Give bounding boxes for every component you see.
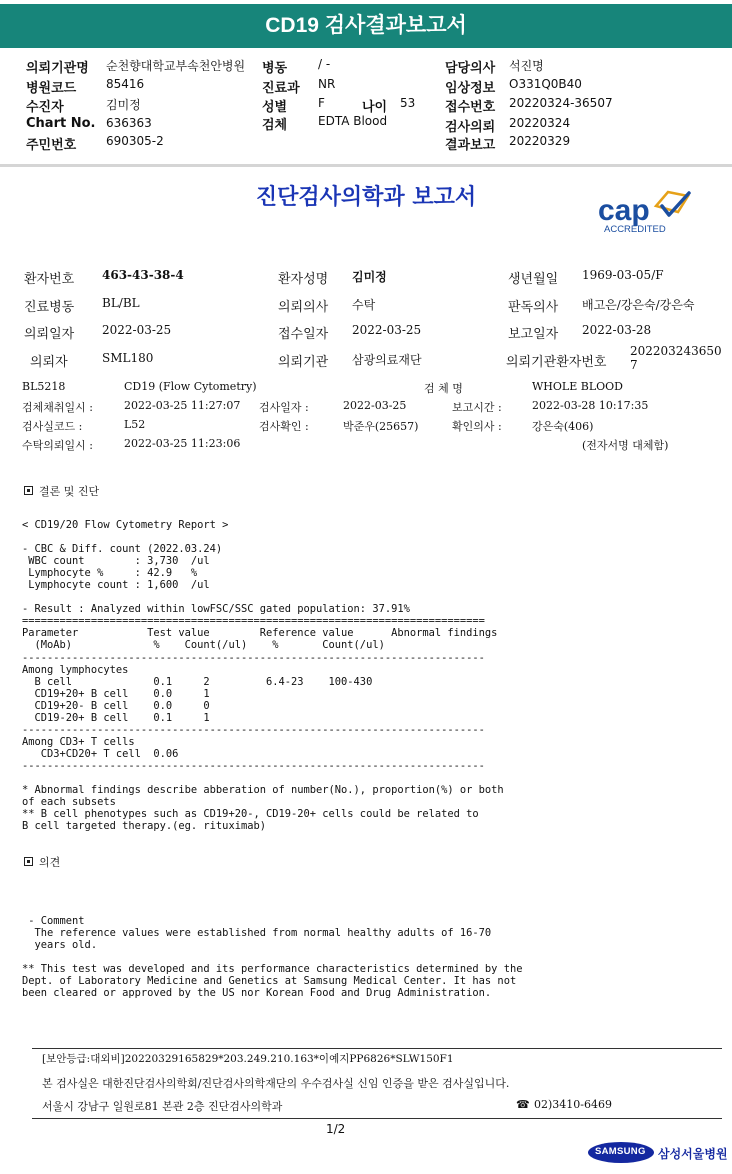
patient-info-label: 의뢰기관 [278,355,329,370]
patient-info-value: SML180 [102,351,154,365]
patient-info-value: 2022-03-28 [582,323,652,337]
header-value: 20220329 [509,134,571,148]
patient-info-value: BL/BL [102,296,140,310]
report-heading: 진단검사의학과 보고서 [255,184,477,210]
comment-block: - Comment The reference values were established from normal healthy adults of 16-70 years old. ** This test was developed and its performance characteristics determined by the Dept. of Laboratory Medicine and Genetics at Samsung Medical Center. It has not been cleared or approved by the US nor Korean Food and Drug Administration. [22,915,523,1000]
birth-date: 1969-03-05/F [582,268,664,282]
header-label: 담당의사 [445,61,496,76]
patient-name: 김미정 [352,270,387,284]
header-value: 김미정 [106,98,141,112]
header-label: 주민번호 [26,138,77,153]
patient-info-label: 의뢰일자 [24,327,75,342]
patient-info-label: 환자번호 [24,272,75,287]
conclusion-section-title [24,483,99,499]
header-value: 85416 [106,77,145,91]
header-label: 병동 [262,61,288,76]
doctor-label: 확인의사 : [452,420,502,433]
header-value: 636363 [106,116,152,130]
header-value: O331Q0B40 [509,77,582,91]
collect-label: 검체채취일시 : [22,401,93,414]
cap-logo-icon [596,188,696,236]
confirm-value: 박준우(25657) [343,420,419,433]
test-name: CD19 (Flow Cytometry) [124,380,257,393]
patient-info-label: 진료병동 [24,300,75,315]
lab-phone: 02)3410-6469 [534,1098,612,1111]
patient-info-label: 접수일자 [278,327,329,342]
cap-logo-subtext: ACCREDITED [604,224,666,235]
samsung-hospital-logo [588,1140,728,1166]
header-label: 성별 [262,100,288,115]
room-label: 검사실코드 : [22,420,83,433]
header-value: 690305-2 [106,134,164,148]
report-time-label: 보고시간 : [452,401,502,414]
patient-info-value: 삼광의료재단 [352,353,422,367]
outsource-label: 수탁의뢰일시 : [22,439,93,452]
conclusion-title-text: 결론 및 진단 [39,485,100,498]
header-label: 검사의뢰 [445,120,496,135]
referring-patient-number: 202203243650 [630,344,722,358]
doctor-value: 강은숙(406) [532,420,594,433]
flow-cytometry-report: < CD19/20 Flow Cytometry Report > - CBC & Diff. count (2022.03.24) WBC count : 3,730 /ul Lymphocyte % : 42.9 % Lymphocyte count : 1,600 /ul - Result : Analyzed within lowFSC/SSC gated population: 37.91% ========================================================================== Parameter Test value Reference value Abnormal findings (MoAb) % Count(/ul) % Count(/ul) -------------------------------------------------------------------------- Among lymphocytes B cell 0.1 2 6.4-23 100-430 CD19+20+ B cell 0.0 1 CD19+20- B cell 0.0 0 CD19-20+ B cell 0.1 1 -------------------------------------------------------------------------- Among CD3+ T cells CD3+CD20+ T cell 0.06 -------------------------------------------------------------------------- * Abnormal findings describe abberation of number(No.), proportion(%) or both of each subsets ** B cell phenotypes such as CD19+20-, CD19-20+ cells could be related to B cell targeted therapy.(eg. rituximab) [22,519,504,833]
test-code: BL5218 [22,380,66,393]
patient-info-value: 2022-03-25 [102,323,172,337]
collect-value: 2022-03-25 11:27:07 [124,399,241,412]
footer-divider [32,1118,722,1119]
patient-info-label: 판독의사 [508,300,559,315]
outsource-value: 2022-03-25 11:23:06 [124,437,241,450]
patient-info-value: 배고은/강은숙/강은숙 [582,298,695,312]
specimen-value: WHOLE BLOOD [532,380,623,393]
patient-info-label: 의뢰기관환자번호 [506,355,607,370]
section-marker-icon [24,857,33,866]
electronic-signature-note: (전자서명 대체함) [582,439,669,452]
header-label: 결과보고 [445,138,496,153]
header-label: 의뢰기관명 [26,61,89,76]
lab-address: 서울시 강남구 일원로81 본관 2층 진단검사의학과 [42,1100,283,1113]
confirm-label: 검사확인 : [259,420,309,433]
opinion-section-title [24,854,60,870]
report-time-value: 2022-03-28 10:17:35 [532,399,649,412]
phone-icon: ☎ [516,1098,530,1111]
header-value: 석진명 [509,59,544,73]
patient-info-label: 의뢰자 [30,355,68,370]
specimen-label: 검 체 명 [424,382,463,395]
patient-info-label: 생년월일 [508,272,559,287]
report-title: CD19 검사결과보고서 [265,14,467,37]
header-label: 임상정보 [445,81,496,96]
exam-date-value: 2022-03-25 [343,399,407,412]
header-value: 순천향대학교부속천안병원 [106,59,246,73]
header-value: 20220324-36507 [509,96,613,110]
patient-info-value: 수탁 [352,298,376,312]
exam-date-label: 검사일자 : [259,401,309,414]
header-value: F [318,96,325,110]
header-label: Chart No. [26,116,96,131]
patient-info-label: 보고일자 [508,327,559,342]
header-value: NR [318,77,336,91]
header-value: 20220324 [509,116,571,130]
page-number: 1/2 [326,1122,346,1136]
header-value: / - [318,57,331,71]
referring-patient-number-suffix: 7 [630,358,638,372]
security-line: [보안등급:대외비]20220329165829*203.249.210.163*이예지PP6826*SLW150F1 [42,1053,454,1065]
header-label: 수진자 [26,100,64,115]
header-label: 검체 [262,118,288,133]
patient-number: 463-43-38-4 [102,268,184,282]
samsung-brand-text: SAMSUNG [595,1146,646,1157]
report-title-bar [0,4,732,48]
room-value: L52 [124,418,146,431]
section-marker-icon [24,486,33,495]
hospital-name: 삼성서울병원 [658,1147,728,1161]
section-divider [0,164,732,167]
patient-info-label: 의뢰의사 [278,300,329,315]
opinion-title-text: 의견 [39,856,61,869]
patient-info-label: 환자성명 [278,272,329,287]
cap-logo-text: cap [598,194,650,227]
age-value: 53 [400,96,416,110]
patient-info-value: 2022-03-25 [352,323,422,337]
header-label: 진료과 [262,81,300,96]
header-label: 접수번호 [445,100,496,115]
header-label: 병원코드 [26,81,77,96]
footer-divider [32,1048,722,1049]
age-label: 나이 [362,100,388,115]
cap-accredited-logo [596,188,696,236]
header-value: EDTA Blood [318,114,388,128]
certification-note: 본 검사실은 대한진단검사의학회/진단검사의학재단의 우수검사실 신임 인증을 받은 검사실입니다. [42,1077,510,1090]
